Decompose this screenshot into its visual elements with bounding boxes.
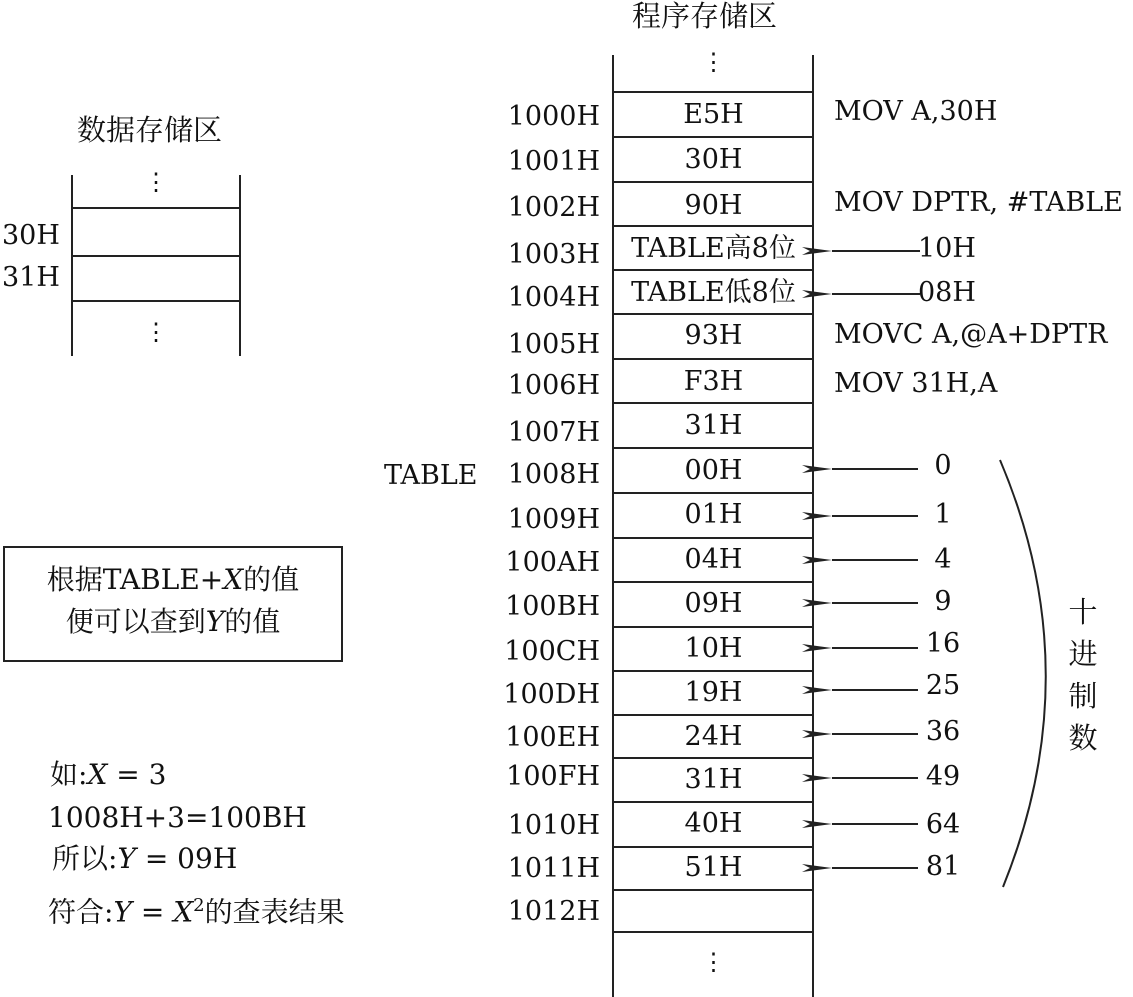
decimal-value: 16	[925, 628, 961, 659]
decimal-label-char: 进	[1068, 637, 1098, 671]
decimal-label-char: 数	[1068, 721, 1098, 755]
data-top-ellipsis: ⋮	[144, 168, 168, 196]
note-line-1-suffix: 的值	[243, 563, 300, 596]
example-line-4-eq: =	[131, 895, 174, 929]
decimal-value: 4	[934, 544, 952, 575]
example-line-3	[52, 844, 237, 874]
table-label: TABLE	[384, 460, 478, 491]
memory-address: 100DH	[503, 679, 600, 710]
memory-address: 1005H	[507, 329, 600, 360]
memory-cell: 31H	[684, 410, 743, 441]
memory-address: 1008H	[507, 459, 600, 490]
memory-address: 1000H	[507, 101, 600, 132]
memory-address: 1002H	[507, 192, 600, 223]
memory-address: 100BH	[505, 591, 600, 622]
memory-cell: 19H	[684, 677, 743, 708]
decimal-value: 0	[934, 450, 952, 481]
example-line-3-suffix: = 09H	[135, 842, 238, 875]
memory-address: 1012H	[507, 896, 600, 927]
memory-cell: 30H	[684, 144, 743, 175]
note-line-2-suffix: 的值	[224, 605, 281, 638]
memory-cell: TABLE低8位	[631, 277, 796, 308]
program-top-ellipsis: ⋮	[701, 48, 726, 76]
memory-cell: 90H	[684, 190, 743, 221]
data-address-30h: 30H	[2, 220, 60, 251]
memory-cell: 40H	[684, 808, 743, 839]
data-column-right-border	[239, 175, 241, 356]
instruction-mov-a-30h: MOV A,30H	[834, 96, 998, 127]
memory-cell: F3H	[683, 366, 744, 397]
decimal-label-char: 制	[1068, 679, 1098, 713]
example-line-1	[50, 760, 166, 790]
program-bottom-ellipsis: ⋮	[701, 948, 726, 976]
memory-address: 1011H	[507, 853, 600, 884]
example-line-1-suffix: = 3	[107, 758, 167, 791]
example-var-y: Y	[117, 842, 136, 875]
decimal-value: 64	[925, 809, 961, 840]
memory-address: 100CH	[504, 636, 600, 667]
instruction-movc: MOVC A,@A+DPTR	[834, 319, 1108, 350]
note-var-x: X	[223, 563, 244, 596]
memory-cell: 00H	[684, 455, 743, 486]
decimal-value: 9	[934, 586, 952, 617]
memory-cell: 24H	[684, 721, 743, 752]
example-line-4-suffix: 的查表结果	[204, 895, 345, 929]
example-line-4-var-x: X	[173, 895, 194, 929]
example-line-4-var-y: Y	[113, 895, 132, 929]
memory-cell: 09H	[684, 588, 743, 619]
example-line-4-prefix: 符合:	[48, 895, 114, 929]
row-divider	[71, 255, 241, 257]
note-line-1-prefix: 根据TABLE+	[46, 563, 224, 596]
table-low-value: 08H	[918, 277, 976, 308]
data-address-31h: 31H	[2, 262, 60, 293]
example-line-3-prefix: 所以:	[52, 842, 118, 875]
memory-cell: 93H	[684, 320, 743, 351]
decimal-bracket	[1000, 460, 1046, 887]
example-line-2: 1008H+3=100BH	[48, 801, 307, 834]
memory-address: 1010H	[507, 810, 600, 841]
example-var-x: X	[87, 758, 108, 791]
memory-cell: 01H	[684, 499, 743, 530]
memory-cell: TABLE高8位	[631, 233, 796, 264]
memory-address: 1003H	[507, 239, 600, 270]
note-line-2-prefix: 便可以查到	[65, 605, 206, 638]
data-area-title: 数据存储区	[77, 113, 223, 147]
note-box	[3, 546, 343, 662]
memory-address: 100FH	[506, 761, 600, 792]
memory-cell: 51H	[684, 852, 743, 883]
program-area-title: 程序存储区	[632, 0, 778, 33]
memory-cell: 31H	[684, 764, 743, 795]
row-divider	[71, 300, 241, 302]
note-var-y: Y	[205, 605, 225, 638]
decimal-label-char: 十	[1068, 595, 1098, 629]
memory-cell: E5H	[683, 99, 744, 130]
decimal-value: 49	[925, 761, 961, 792]
decimal-value: 25	[925, 670, 961, 701]
decimal-value: 1	[934, 499, 952, 530]
note-line-2	[5, 605, 341, 639]
example-line-1-prefix: 如:	[50, 758, 88, 791]
memory-address: 1004H	[507, 282, 600, 313]
row-divider	[71, 207, 241, 209]
memory-address: 1007H	[507, 417, 600, 448]
memory-address: 1001H	[507, 146, 600, 177]
data-bottom-ellipsis: ⋮	[144, 318, 168, 346]
example-line-4	[48, 891, 345, 927]
instruction-mov-dptr: MOV DPTR, #TABLE	[834, 187, 1123, 218]
decimal-value: 81	[925, 851, 961, 882]
example-line-4-exponent: 2	[193, 895, 205, 916]
decimal-value: 36	[925, 716, 961, 747]
memory-cell: 04H	[684, 544, 743, 575]
memory-address: 100AH	[505, 547, 600, 578]
note-line-1	[5, 563, 341, 597]
instruction-mov-31h-a: MOV 31H,A	[834, 368, 998, 399]
table-high-value: 10H	[918, 233, 976, 264]
memory-cell: 10H	[684, 633, 743, 664]
memory-address: 1009H	[507, 504, 600, 535]
memory-address: 1006H	[507, 370, 600, 401]
memory-address: 100EH	[505, 722, 600, 753]
